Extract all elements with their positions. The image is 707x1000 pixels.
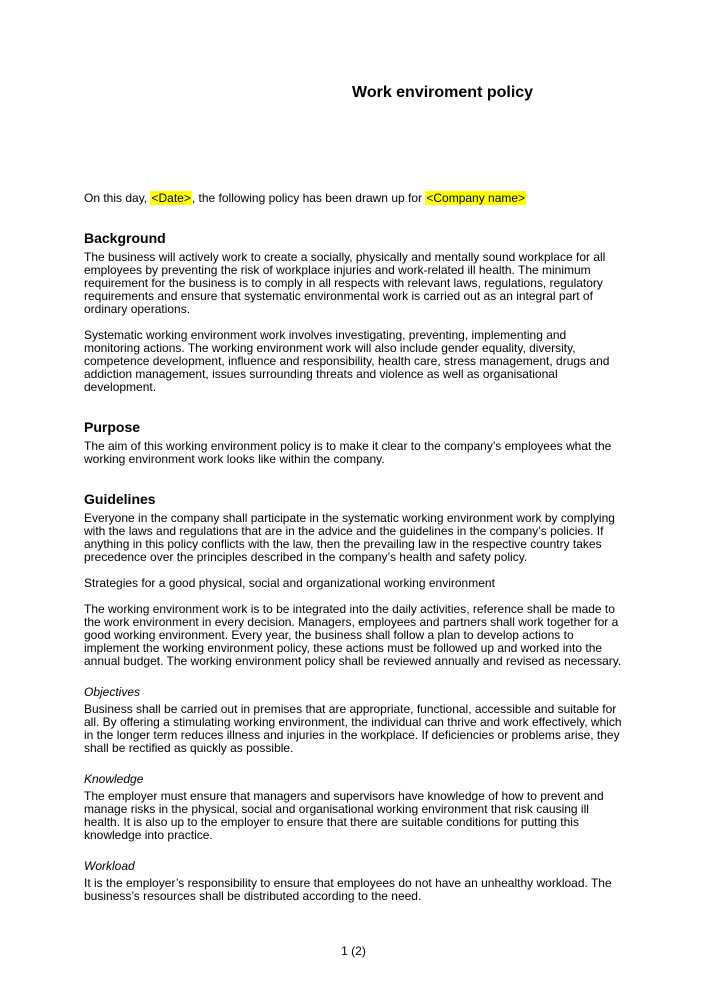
knowledge-paragraph: The employer must ensure that managers and supervisors have knowledge of how to prevent and manage risks in the physical, social and organisational working environment that risk causing ill health. It is also up to the employer to ensure that there are suitable conditions for putting this knowledge into practice.: [84, 789, 604, 842]
intro-text-1: On this day,: [84, 191, 151, 205]
guidelines-strategies-line: Strategies for a good physical, social and organizational working environment: [84, 576, 495, 590]
workload-paragraph: It is the employer’s responsibility to ensure that employees do not have an unhealthy workload. The business’s resources shall be distributed according to the need.: [84, 876, 612, 903]
section-heading-background: Background: [84, 230, 166, 246]
subsection-heading-workload: Workload: [84, 859, 135, 873]
guidelines-paragraph-2: The working environment work is to be integrated into the daily activities, reference shall be made to the work environment in every decision. Managers, employees and partners shall work together for a good working environment. Every year, the business shall follow a plan to develop actions to implement the working environment policy, these actions must be followed up and worked into the annual budget. The working environment policy shall be reviewed annually and revised as necessary.: [84, 602, 622, 668]
intro-text-2: , the following policy has been drawn up for: [191, 191, 426, 205]
background-paragraph-1: The business will actively work to create a socially, physically and mentally sound workplace for all employees by preventing the risk of workplace injuries and work-related ill health. The minimum requirement for the business is to comply in all respects with relevant laws, regulations, regulatory requirements and ensure that systematic environmental work is carried out as an integral part of ordinary operations.: [84, 250, 606, 316]
section-heading-guidelines: Guidelines: [84, 491, 156, 507]
subsection-heading-knowledge: Knowledge: [84, 772, 144, 786]
purpose-paragraph: The aim of this working environment policy is to make it clear to the company’s employees what the working environment work looks like within the company.: [84, 439, 612, 466]
intro-paragraph: [84, 192, 623, 205]
date-placeholder[interactable]: <Date>: [151, 191, 191, 205]
document-title: Work enviroment policy: [352, 84, 534, 101]
company-name-placeholder[interactable]: <Company name>: [426, 191, 526, 205]
subsection-heading-objectives: Objectives: [84, 685, 141, 699]
objectives-paragraph: Business shall be carried out in premises that are appropriate, functional, accessible and suitable for all. By offering a stimulating working environment, the individual can thrive and work effectively, which in the longer term reduces illness and injuries in the workplace. If deficiencies or problems arise, they shall be rectified as quickly as possible.: [84, 702, 622, 755]
section-heading-purpose: Purpose: [84, 419, 141, 435]
page-number: 1 (2): [341, 944, 366, 958]
background-paragraph-2: Systematic working environment work involves investigating, preventing, implementing and monitoring actions. The working environment work will also include gender equality, diversity, competence development, influence and responsibility, health care, stress management, drugs and addiction management, issues surrounding threats and violence as well as organisational development.: [84, 328, 610, 394]
guidelines-paragraph-1: Everyone in the company shall participate in the systematic working environment work by complying with the laws and regulations that are in the advice and the guidelines in the company’s policies. If anything in this policy conflicts with the law, then the prevailing law in the respective country takes precedence over the principles described in the company’s health and safety policy.: [84, 511, 615, 564]
